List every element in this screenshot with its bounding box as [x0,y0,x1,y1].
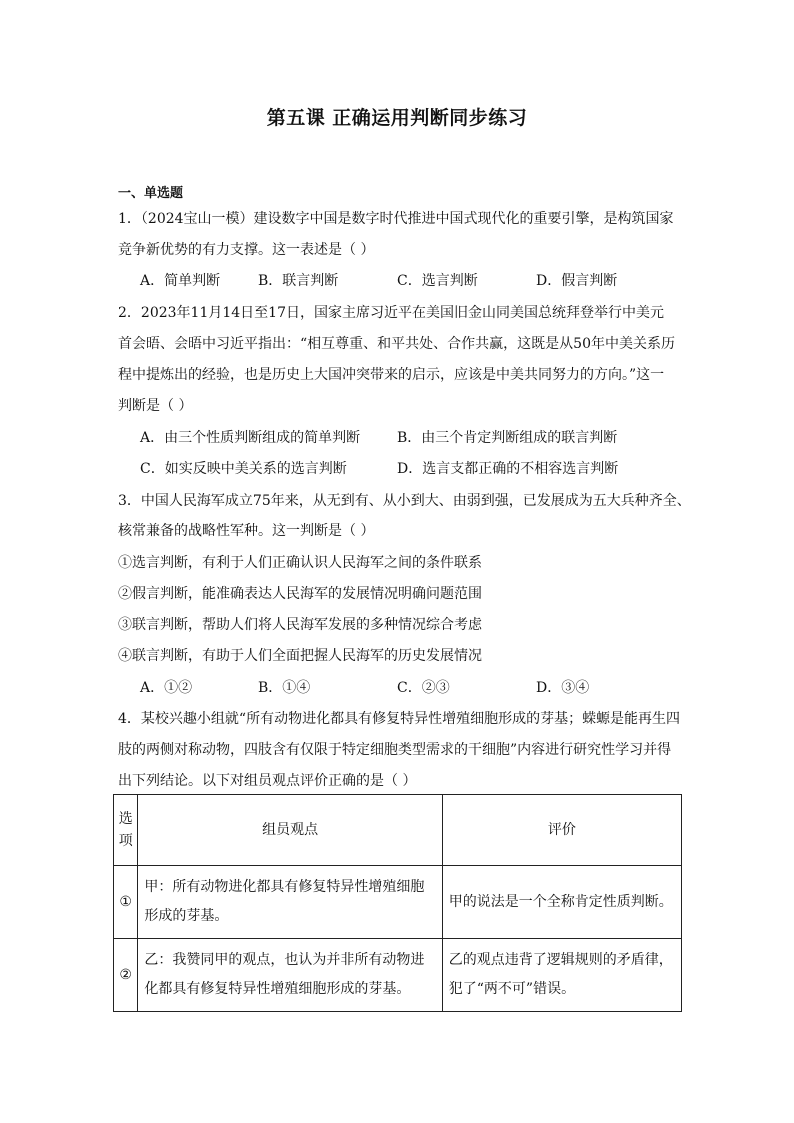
q3-option-c: C．②③ [397,680,450,696]
row-view [138,866,442,939]
evaluation-table [113,794,682,1012]
table-row [114,939,682,1012]
q3-statement-1: ①选言判断，有利于人们正确认识人民海军之间的条件联系 [118,555,482,571]
q3-statement-3: ③联言判断，帮助人们将人民海军发展的多种情况综合考虑 [118,617,482,633]
q4-line-2: 肢的两侧对称动物，四肢含有仅限于特定细胞类型需求的干细胞”内容进行研究性学习并得 [118,742,672,758]
row-comment-line: 犯了“两不可”错误。 [448,981,576,997]
q3-statement-4: ④联言判断，有助于人们全面把握人民海军的历史发展情况 [118,648,482,664]
q1-option-b: B．联言判断 [258,273,339,289]
row-view-line: 乙：我赞同甲的观点，也认为并非所有动物进 [144,952,425,968]
row-view-line: 化都具有修复特异性增殖细胞形成的芽基。 [144,981,411,997]
table-row [114,866,682,939]
row-option: ② [114,939,138,1012]
header-option [114,795,138,866]
row-comment [442,939,681,1012]
header-comment: 评价 [442,795,681,866]
header-option-text: 选项 [118,811,133,849]
q3-line-2: 核常兼备的战略性军种。这一判断是（ ） [118,523,375,539]
section-heading: 一、单选题 [118,186,184,201]
q2-line-2: 首会晤、会晤中习近平指出：“相互尊重、和平共处、合作共赢，这既是从50年中美关系历 [118,336,675,352]
row-comment-line: 甲的说法是一个全称肯定性质判断。 [448,893,673,910]
q1-line-2: 竞争新优势的有力支撑。这一表述是（ ） [118,242,375,258]
q2-line-3: 程中提炼出的经验，也是历史上大国冲突带来的启示，应该是中美共同努力的方向。”这一 [118,367,665,383]
q1-option-a: A．简单判断 [140,273,221,289]
q2-option-c: C．如实反映中美关系的选言判断 [140,461,347,477]
q2-line-1: 2．2023年11月14日至17日，国家主席习近平在美国旧金山同美国总统拜登举行中美元 [118,305,664,321]
q2-line-4: 判断是（ ） [118,398,193,414]
q2-option-a: A．由三个性质判断组成的简单判断 [140,430,361,446]
q4-line-3: 出下列结论。以下对组员观点评价正确的是（ ） [118,773,417,789]
row-view-line: 甲：所有动物进化都具有修复特异性增殖细胞 [144,879,425,895]
row-view [138,939,442,1012]
header-view: 组员观点 [138,795,442,866]
q2-option-b: B．由三个肯定判断组成的联言判断 [397,430,618,446]
q3-line-1: 3．中国人民海军成立75年来，从无到有、从小到大、由弱到强，已发展成为五大兵种齐全、 [118,493,691,509]
q4-line-1: 4．某校兴趣小组就“所有动物进化都具有修复特异性增殖细胞形成的芽基；蝾螈是能再生四 [118,711,681,727]
q1-option-c: C．选言判断 [397,273,478,289]
row-comment [442,866,681,939]
row-option: ① [114,866,138,939]
q3-option-b: B．①④ [258,680,311,696]
q1-line-1: 1．（2024宝山一模）建设数字中国是数字时代推进中国式现代化的重要引擎，是构筑国家 [118,211,674,227]
q3-statement-2: ②假言判断，能准确表达人民海军的发展情况明确问题范围 [118,586,482,602]
row-comment-line: 乙的观点违背了逻辑规则的矛盾律， [448,952,673,968]
q1-option-d: D．假言判断 [536,273,618,289]
page-title: 第五课 正确运用判断同步练习 [266,107,528,129]
q3-option-d: D．③④ [536,680,590,696]
row-view-line: 形成的芽基。 [144,908,229,924]
table-header-row [114,795,682,866]
q3-option-a: A．①② [140,680,193,696]
q2-option-d: D．选言支都正确的不相容选言判断 [397,461,619,477]
